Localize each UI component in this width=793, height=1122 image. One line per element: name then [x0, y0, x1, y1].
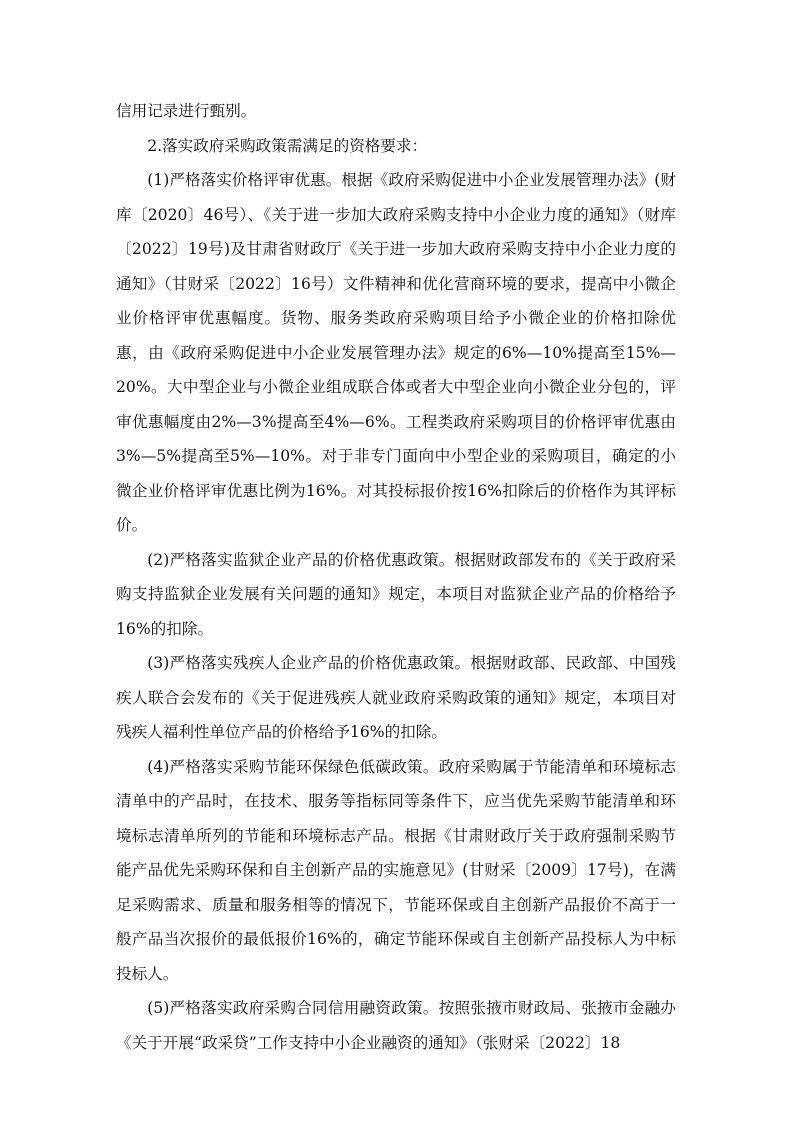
paragraph-price-review: (1)严格落实价格评审优惠。根据《政府采购促进中小企业发展管理办法》(财库〔2020〕46号）、《关于进一步加大政府采购支持中小企业力度的通知》（财库〔2022〕19号)及甘肃省财政厅《关于进一步加大政府采购支持中小企业力度的通知》（甘财采〔2022〕16号）文件精神和优化营商环境的要求，提高中小微企业价格评审优惠幅度。货物、服务类政府采购项目给予小微企业的价格扣除优惠，由《政府采购促进中小企业发展管理办法》规定的6%—10%提高至15%—20%。大中型企业与小微企业组成联合体或者大中型企业向小微企业分包的，评审优惠幅度由2%—3%提高至4%—6%。工程类政府采购项目的价格评审优惠由3%—5%提高至5%—10%。对于非专门面向中小型企业的采购项目，确定的小微企业价格评审优惠比例为16%。对其投标报价按16%扣除后的价格作为其评标价。 [116, 171, 676, 534]
paragraph-credit-financing: (5)严格落实政府采购合同信用融资政策。按照张掖市财政局、张掖市金融办《关于开展“政采贷”工作支持中小企业融资的通知》（张财采〔2022〕18 [116, 999, 676, 1052]
document-body [116, 94, 676, 1060]
paragraph-energy-saving: (4)严格落实采购节能环保绿色低碳政策。政府采购属于节能清单和环境标志清单中的产品时，在技术、服务等指标同等条件下，应当优先采购节能清单和环境标志清单所列的节能和环境标志产品。根据《甘肃财政厅关于政府强制采购节能产品优先采购环保和自主创新产品的实施意见》(甘财采〔2009〕17号)，在满足采购需求、质量和服务相等的情况下，节能环保或自主创新产品报价不高于一般产品当次报价的最低报价16%的，确定节能环保或自主创新产品投标人为中标投标人。 [116, 757, 676, 983]
paragraph-disabled-enterprise: (3)严格落实残疾人企业产品的价格优惠政策。根据财政部、民政部、中国残疾人联合会发布的《关于促进残疾人就业政府采购政策的通知》规定，本项目对残疾人福利性单位产品的价格给予16%的扣除。 [116, 654, 676, 741]
section-heading: 2.落实政府采购政策需满足的资格要求： [147, 136, 428, 155]
paragraph-prison-enterprise: (2)严格落实监狱企业产品的价格优惠政策。根据财政部发布的《关于政府采购支持监狱企业发展有关问题的通知》规定，本项目对监狱企业产品的价格给予16%的扣除。 [116, 550, 676, 638]
paragraph-continuation: 信用记录进行甄别。 [116, 102, 257, 120]
